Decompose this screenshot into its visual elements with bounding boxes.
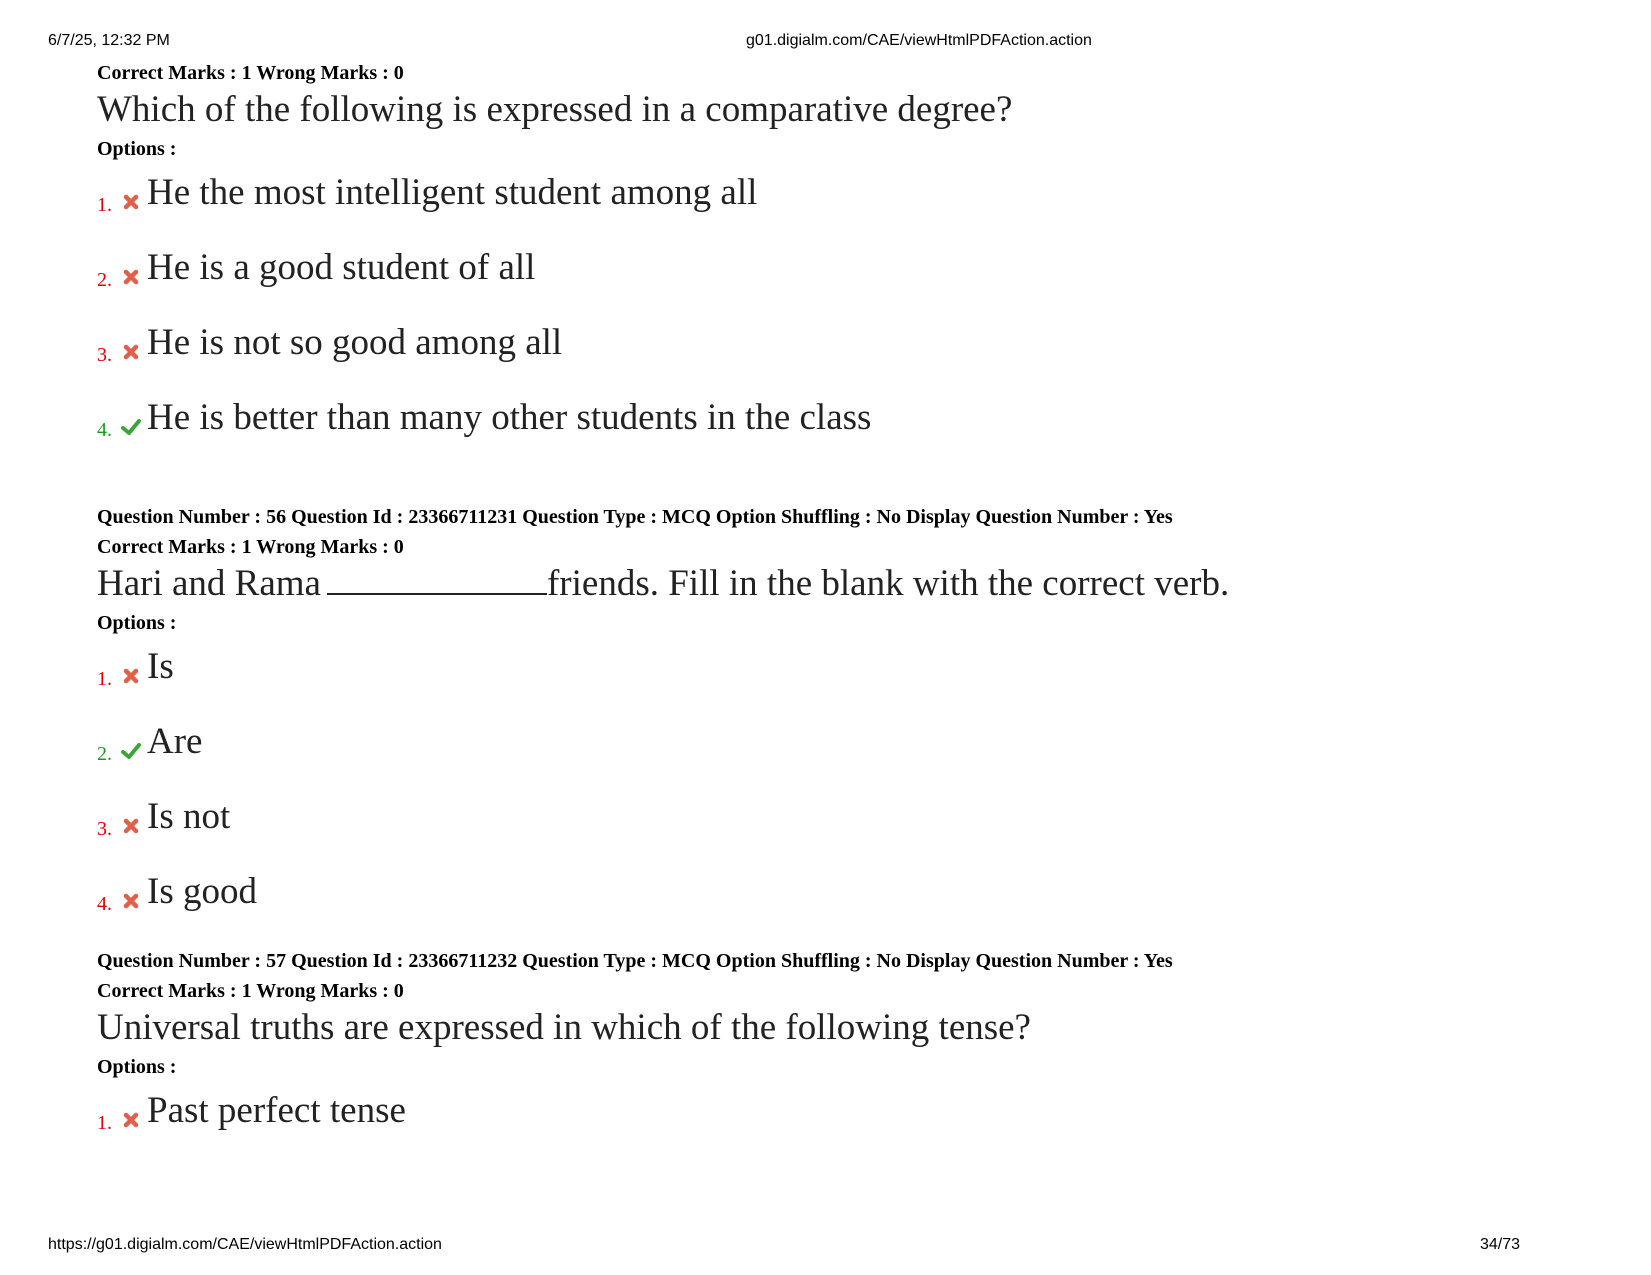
options-list <box>97 640 1577 915</box>
print-footer-url: https://g01.digialm.com/CAE/viewHtmlPDFAction.action <box>48 1236 442 1253</box>
cross-icon <box>121 891 141 911</box>
option-item <box>97 640 1577 690</box>
options-list <box>97 1084 1577 1134</box>
question-57 <box>97 946 1577 1159</box>
check-icon <box>121 417 141 437</box>
question-55 <box>97 58 1577 466</box>
fill-blank <box>327 563 547 595</box>
option-item <box>97 316 1577 366</box>
question-marks: Correct Marks : 1 Wrong Marks : 0 <box>97 980 404 1002</box>
option-item <box>97 241 1577 291</box>
option-number: 3. <box>97 818 112 840</box>
check-icon <box>121 741 141 761</box>
question-marks: Correct Marks : 1 Wrong Marks : 0 <box>97 536 404 558</box>
option-text: Is good <box>147 871 257 912</box>
question-56 <box>97 502 1577 940</box>
option-text: Are <box>147 721 203 762</box>
option-number: 1. <box>97 194 112 216</box>
option-item <box>97 166 1577 216</box>
question-text: Universal truths are expressed in which of the following tense? <box>97 1007 1031 1048</box>
question-info: Question Number : 56 Question Id : 23366711231 Question Type : MCQ Option Shuffling : No Display Question Number : Yes <box>97 506 1173 528</box>
cross-icon <box>121 342 141 362</box>
page-number: 34/73 <box>1479 1236 1520 1253</box>
option-text: He the most intelligent student among all <box>147 172 758 213</box>
option-text: He is better than many other students in the class <box>147 397 872 438</box>
option-item <box>97 865 1577 915</box>
option-number: 1. <box>97 1112 112 1134</box>
option-item <box>97 715 1577 765</box>
options-label: Options : <box>97 1056 177 1078</box>
question-text-before: Hari and Rama <box>97 563 321 604</box>
option-text: He is a good student of all <box>147 247 536 288</box>
option-text: He is not so good among all <box>147 322 563 363</box>
option-item <box>97 391 1577 441</box>
option-item <box>97 1084 1577 1134</box>
question-info: Question Number : 57 Question Id : 23366711232 Question Type : MCQ Option Shuffling : No Display Question Number : Yes <box>97 950 1173 972</box>
option-number: 4. <box>97 419 112 441</box>
option-number: 2. <box>97 743 112 765</box>
cross-icon <box>121 816 141 836</box>
cross-icon <box>121 1110 141 1130</box>
question-marks: Correct Marks : 1 Wrong Marks : 0 <box>97 62 404 84</box>
question-text <box>97 562 1577 606</box>
print-header-url: g01.digialm.com/CAE/viewHtmlPDFAction.action <box>746 32 1092 49</box>
option-text: Past perfect tense <box>147 1090 406 1131</box>
cross-icon <box>121 267 141 287</box>
option-item <box>97 790 1577 840</box>
option-number: 2. <box>97 269 112 291</box>
options-label: Options : <box>97 612 177 634</box>
cross-icon <box>121 192 141 212</box>
cross-icon <box>121 666 141 686</box>
option-number: 1. <box>97 668 112 690</box>
options-label: Options : <box>97 138 177 160</box>
option-number: 3. <box>97 344 112 366</box>
option-text: Is not <box>147 796 231 837</box>
question-text: Which of the following is expressed in a comparative degree? <box>97 89 1013 130</box>
options-list <box>97 166 1577 441</box>
option-text: Is <box>147 646 174 687</box>
option-number: 4. <box>97 893 112 915</box>
print-datetime: 6/7/25, 12:32 PM <box>48 32 170 49</box>
question-text-after: friends. Fill in the blank with the correct verb. <box>546 563 1230 604</box>
